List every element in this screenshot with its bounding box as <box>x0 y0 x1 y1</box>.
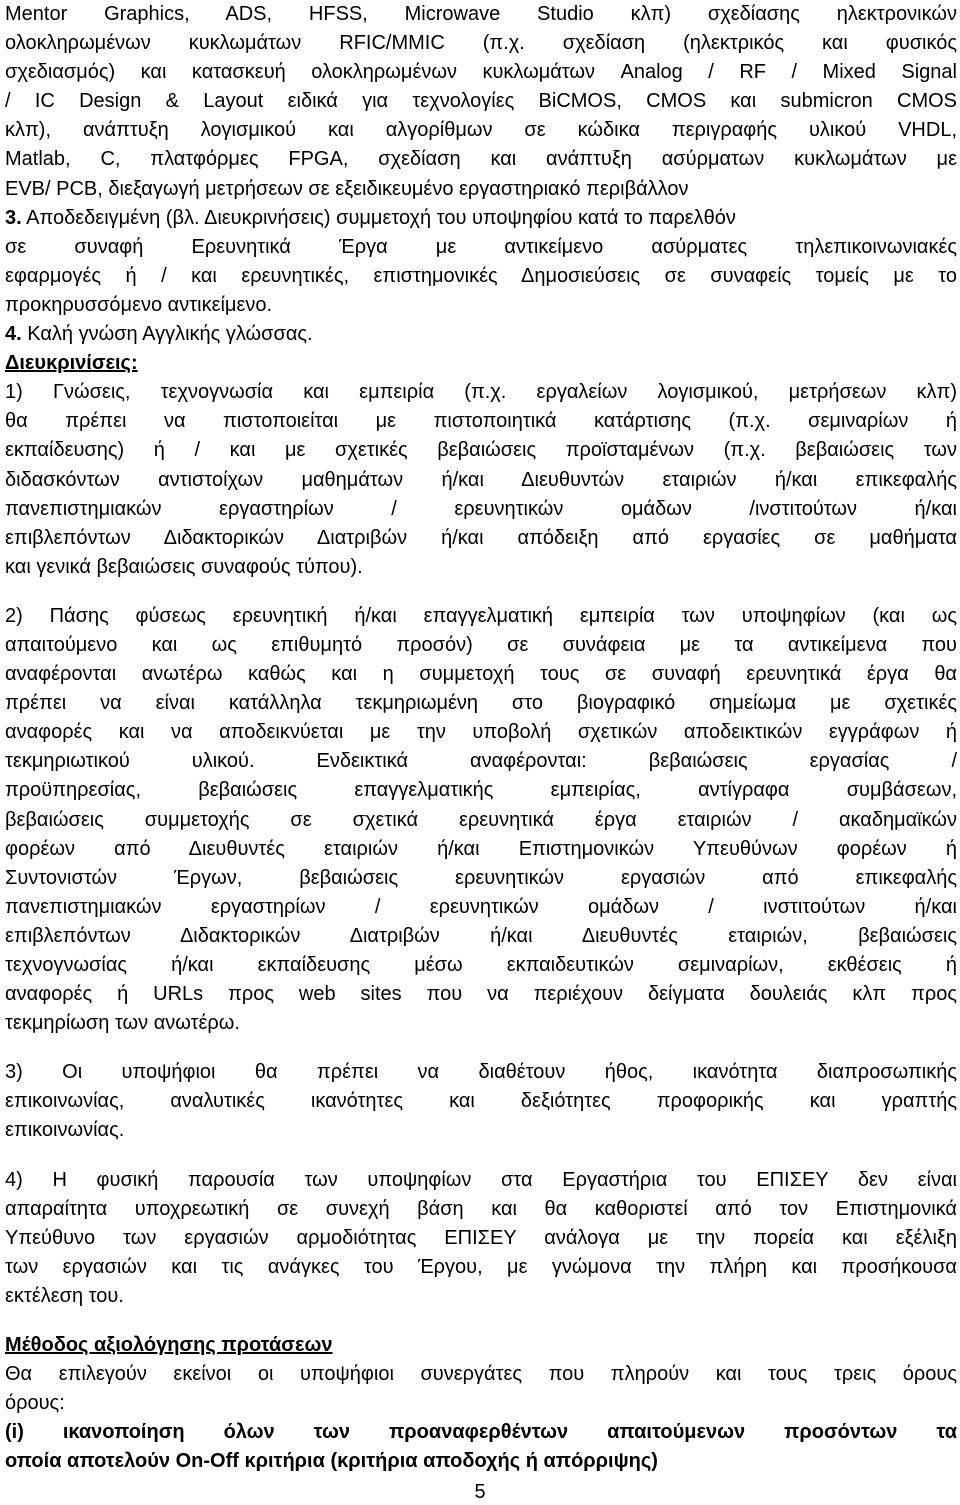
item-number: 4. <box>5 323 22 346</box>
text-line: / IC Design & Layout ειδικά για τεχνολογίες BiCMOS, CMOS και submicron CMOS <box>5 90 957 113</box>
text-line: και γενικά βεβαιώσεις συναφούς τύπου). <box>5 555 363 578</box>
text-line: EVB/ PCB, διεξαγωγή μετρήσεων σε εξειδικευμένο εργαστηριακό περιβάλλον <box>5 177 689 200</box>
clarification-3 <box>5 1058 957 1145</box>
text-line: πανεπιστημιακών εργαστηρίων / ερευνητικών ομάδων /ινστιτούτων ή/και <box>5 497 957 520</box>
paragraph-spacer <box>5 1038 957 1058</box>
text-line: τεκμηρίωση των ανωτέρω. <box>5 1012 240 1035</box>
text-line: απαιτούμενο και ως επιθυμητό προσόν) σε συνάφεια με τα αντικείμενα που <box>5 633 957 656</box>
text-line: πρέπει να είναι κατάλληλα τεκμηριωμένη στο βιογραφικό σημείωμα με σχετικές <box>5 692 957 715</box>
criterion-line: (i) ικανοποίηση όλων των προαναφερθέντων απαιτούμενων προσόντων τα <box>5 1421 957 1444</box>
evaluation-heading: Μέθοδος αξιολόγησης προτάσεων <box>5 1334 333 1357</box>
text-line: βεβαιώσεις συμμετοχής σε σχετικά ερευνητικά έργα εταιριών / ακαδημαϊκών <box>5 808 957 831</box>
text-line: σε συναφή Ερευνητικά Έργα με αντικείμενο ασύρματες τηλεπικοινωνιακές <box>5 235 957 258</box>
text-line: διδασκόντων αντιστοίχων μαθημάτων ή/και Διευθυντών εταιριών ή/και επικεφαλής <box>5 468 957 491</box>
paragraph-tools <box>5 0 957 204</box>
text-line: 1) Γνώσεις, τεχνογνωσία και εμπειρία (π.χ. εργαλείων λογισμικού, μετρήσεων κλπ) <box>5 381 957 404</box>
text-line: 4) Η φυσική παρουσία των υποψηφίων στα Εργαστήρια του ΕΠΙΣΕΥ δεν είναι <box>5 1168 957 1191</box>
text-line: αναφορές και να αποδεικνύεται με την υποβολή σχετικών αποδεικτικών εγγράφων ή <box>5 721 957 744</box>
text-line: κλπ), ανάπτυξη λογισμικού και αλγορίθμων σε κώδικα περιγραφής υλικού VHDL, <box>5 119 957 142</box>
text-line: εκτέλεση του. <box>5 1284 124 1307</box>
text-line: 2) Πάσης φύσεως ερευνητική ή/και επαγγελματική εμπειρία των υποψηφίων (και ως <box>5 604 957 627</box>
page-number: 5 <box>474 1481 486 1503</box>
text-line: θα πρέπει να πιστοποιείται με πιστοποιητικά κατάρτισης (π.χ. σεμιναρίων ή <box>5 410 957 433</box>
text-line: επικοινωνίας. <box>5 1119 125 1142</box>
clarifications-heading: Διευκρινίσεις: <box>5 352 138 375</box>
item-number: 3. <box>5 206 22 229</box>
text-line: εκπαίδευσης) ή / και με σχετικές βεβαιώσεις προϊσταμένων (π.χ. βεβαιώσεις των <box>5 439 957 462</box>
clarification-4 <box>5 1166 957 1311</box>
text-line: Matlab, C, πλατφόρμες FPGA, σχεδίαση και ανάπτυξη ασύρματων κυκλωμάτων με <box>5 148 957 171</box>
text-line: όρους: <box>5 1392 65 1415</box>
text-line: τεχνογνωσίας ή/και εκπαίδευσης μέσω εκπαιδευτικών σεμιναρίων, εκθέσεις ή <box>5 954 957 976</box>
text-line: Υπεύθυνο των εργασιών αρμοδιότητας ΕΠΙΣΕΥ ανάλογα με την πορεία και εξέλιξη <box>5 1226 957 1249</box>
item-text: Καλή γνώση Αγγλικής γλώσσας. <box>21 323 313 346</box>
text-line: ολοκληρωμένων κυκλωμάτων RFIC/MMIC (π.χ. σχεδίαση (ηλεκτρικός και φυσικός <box>5 32 957 55</box>
text-line: Συντονιστών Έργων, βεβαιώσεις ερευνητικών εργασιών από επικεφαλής <box>5 866 957 889</box>
text-line: προϋπηρεσίας, βεβαιώσεις επαγγελματικής εμπειρίας, αντίγραφα συμβάσεων, <box>5 779 957 802</box>
document-page <box>5 0 957 1477</box>
paragraph-spacer <box>5 582 957 602</box>
criterion-line: οποία αποτελούν On-Off κριτήρια (κριτήρια αποδοχής ή απόρριψης) <box>5 1450 658 1473</box>
paragraph-spacer <box>5 1311 957 1331</box>
clarification-1 <box>5 378 957 582</box>
text-line: αναφορές ή URLs προς web sites που να περιέχουν δείγματα δουλειάς κλπ προς <box>5 983 957 1006</box>
requirement-item-3 <box>5 204 957 320</box>
item-text: Αποδεδειγμένη (βλ. Διευκρινήσεις) συμμετοχή του υποψηφίου κατά το παρελθόν <box>21 206 736 229</box>
text-line: φορέων από Διευθυντές εταιριών ή/και Επιστημονικών Υπευθύνων φορέων ή <box>5 837 957 860</box>
text-line: επιβλεπόντων Διδακτορικών Διατριβών ή/και Διευθυντές εταιριών, βεβαιώσεις <box>5 924 957 947</box>
text-line: απαραίτητα υποχρεωτική σε συνεχή βάση και θα καθοριστεί από τον Επιστημονικά <box>5 1197 957 1220</box>
text-line: επιβλεπόντων Διδακτορικών Διατριβών ή/και απόδειξη από εργασίες σε μαθήματα <box>5 526 957 549</box>
text-line: προκηρυσσόμενο αντικείμενο. <box>5 293 273 316</box>
text-line: Mentor Graphics, ADS, HFSS, Microwave Studio κλπ) σχεδίασης ηλεκτρονικών <box>5 3 957 25</box>
text-line: σχεδιασμός) και κατασκευή ολοκληρωμένων κυκλωμάτων Analog / RF / Mixed Signal <box>5 61 957 84</box>
text-line: πανεπιστημιακών εργαστηρίων / ερευνητικών ομάδων / ινστιτούτων ή/και <box>5 895 957 918</box>
text-line: των εργασιών και τις ανάγκες του Έργου, με γνώμονα την πλήρη και προσήκουσα <box>5 1255 957 1278</box>
text-line: επικοινωνίας, αναλυτικές ικανότητες και δεξιότητες προφορικής και γραπτής <box>5 1090 957 1113</box>
text-line: Θα επιλεγούν εκείνοι οι υποψήφιοι συνεργάτες που πληρούν και τους τρεις όρους <box>5 1363 957 1386</box>
text-line: εφαρμογές ή / και ερευνητικές, επιστημονικές Δημοσιεύσεις σε συναφείς τομείς με το <box>5 264 957 287</box>
text-line: τεκμηριωτικού υλικού. Ενδεικτικά αναφέρονται: βεβαιώσεις εργασίας / <box>5 750 957 773</box>
text-line: 3) Οι υποψήφιοι θα πρέπει να διαθέτουν ήθος, ικανότητα διαπροσωπικής <box>5 1061 957 1084</box>
requirement-item-4 <box>5 320 957 349</box>
text-line: αναφέρονται ανωτέρω καθώς και η συμμετοχή τους σε συναφή ερευνητικά έργα θα <box>5 663 957 686</box>
evaluation-section <box>5 1331 957 1476</box>
text-line <box>5 204 957 233</box>
paragraph-spacer <box>5 1146 957 1166</box>
clarification-2 <box>5 602 957 1038</box>
